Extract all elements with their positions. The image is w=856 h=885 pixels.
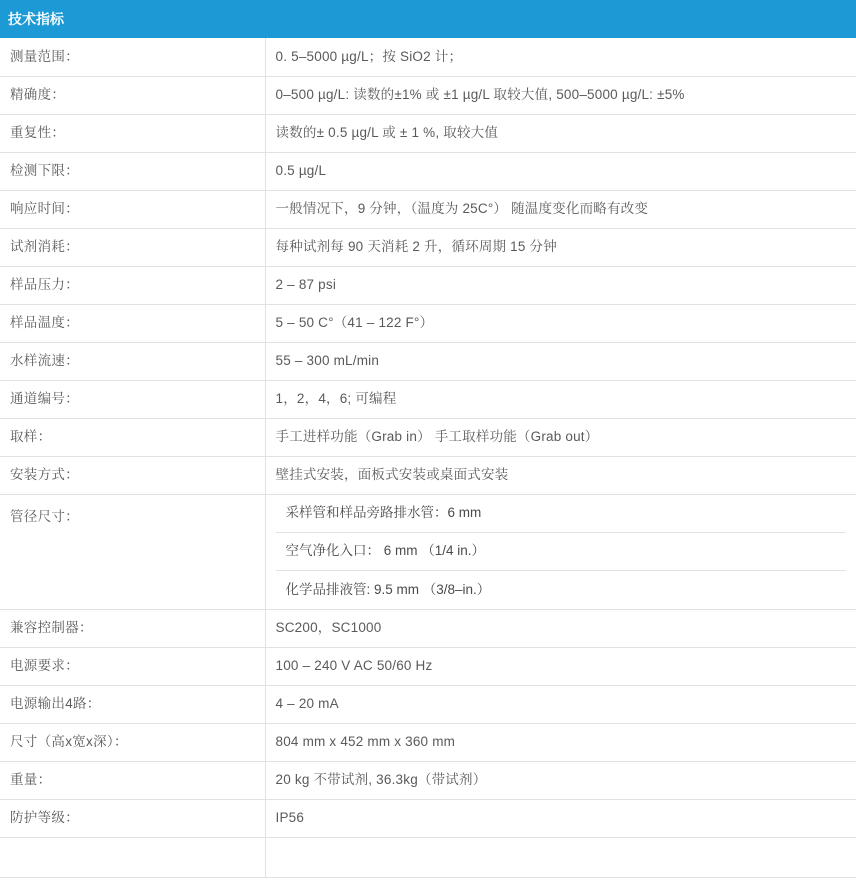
- spec-label: 重量：: [0, 761, 265, 799]
- spec-label: 水样流速：: [0, 342, 265, 380]
- spec-value: 0.5 µg/L: [265, 152, 856, 190]
- spec-header-title: 技术指标: [0, 0, 856, 38]
- table-row: [0, 418, 856, 456]
- table-row: [0, 761, 856, 799]
- spacer-cell-right: [265, 837, 856, 877]
- spec-label: 测量范围：: [0, 38, 265, 76]
- spec-value: 手工进样功能（Grab in） 手工取样功能（Grab out）: [265, 418, 856, 456]
- spec-value: 读数的± 0.5 µg/L 或 ± 1 %, 取较大值: [265, 114, 856, 152]
- list-item: [276, 571, 847, 609]
- table-row: [0, 685, 856, 723]
- spec-value: 0–500 µg/L: 读数的±1% 或 ±1 µg/L 取较大值, 500–5000 µg/L: ±5%: [265, 76, 856, 114]
- table-row-spacer: [0, 837, 856, 877]
- spec-value-group: [265, 494, 856, 609]
- spec-label: 试剂消耗：: [0, 228, 265, 266]
- spec-label: 响应时间：: [0, 190, 265, 228]
- table-row: [0, 647, 856, 685]
- list-item: [276, 495, 847, 533]
- spec-value: 5 – 50 C°（41 – 122 F°）: [265, 304, 856, 342]
- table-row: [0, 152, 856, 190]
- spec-value: 55 – 300 mL/min: [265, 342, 856, 380]
- spec-value: 4 – 20 mA: [265, 685, 856, 723]
- table-row: [0, 609, 856, 647]
- table-row: [0, 76, 856, 114]
- spec-value: IP56: [265, 799, 856, 837]
- table-row: [0, 723, 856, 761]
- spec-value: 每种试剂每 90 天消耗 2 升，循环周期 15 分钟: [265, 228, 856, 266]
- spec-value: 一般情况下，9 分钟，（温度为 25C°） 随温度变化而略有改变: [265, 190, 856, 228]
- table-row: [0, 799, 856, 837]
- table-row: [0, 228, 856, 266]
- table-row: [0, 380, 856, 418]
- table-row: [0, 114, 856, 152]
- pipe-size-subtable: [276, 495, 847, 609]
- spec-label: 取样：: [0, 418, 265, 456]
- spec-label: 样品压力：: [0, 266, 265, 304]
- table-row: [0, 190, 856, 228]
- table-row: [0, 456, 856, 494]
- spec-label: 电源要求：: [0, 647, 265, 685]
- spec-value: 采样管和样品旁路排水管：6 mm: [276, 495, 847, 533]
- spec-label: 通道编号：: [0, 380, 265, 418]
- spec-label: 检测下限：: [0, 152, 265, 190]
- spec-label: 重复性：: [0, 114, 265, 152]
- spec-label: 电源输出4路：: [0, 685, 265, 723]
- list-item: [276, 533, 847, 571]
- spec-value: SC200，SC1000: [265, 609, 856, 647]
- spec-label: 管径尺寸：: [0, 494, 265, 609]
- spec-value: 壁挂式安装，面板式安装或桌面式安装: [265, 456, 856, 494]
- table-row: [0, 38, 856, 76]
- spec-value: 2 – 87 psi: [265, 266, 856, 304]
- spec-value: 20 kg 不带试剂, 36.3kg（带试剂）: [265, 761, 856, 799]
- spec-label: 精确度：: [0, 76, 265, 114]
- spec-label: 防护等级：: [0, 799, 265, 837]
- spec-label: 兼容控制器：: [0, 609, 265, 647]
- spec-table: [0, 38, 856, 878]
- spec-table-body: [0, 38, 856, 877]
- spec-value: 1，2，4，6; 可编程: [265, 380, 856, 418]
- spec-label: 安装方式：: [0, 456, 265, 494]
- table-row: [0, 342, 856, 380]
- spec-value: 化学品排液管: 9.5 mm （3/8–in.）: [285, 581, 491, 597]
- spec-value: 空气净化入口： 6 mm （1/4 in.）: [276, 533, 847, 571]
- spec-value: 0. 5–5000 µg/L；按 SiO2 计；: [265, 38, 856, 76]
- table-row: [0, 266, 856, 304]
- spec-value: 804 mm x 452 mm x 360 mm: [265, 723, 856, 761]
- table-row: [0, 304, 856, 342]
- spacer-cell-left: [0, 837, 265, 877]
- spec-value: 100 – 240 V AC 50/60 Hz: [265, 647, 856, 685]
- spec-label: 尺寸（高x宽x深）：: [0, 723, 265, 761]
- spec-label: 样品温度：: [0, 304, 265, 342]
- table-row-pipe-size: [0, 494, 856, 609]
